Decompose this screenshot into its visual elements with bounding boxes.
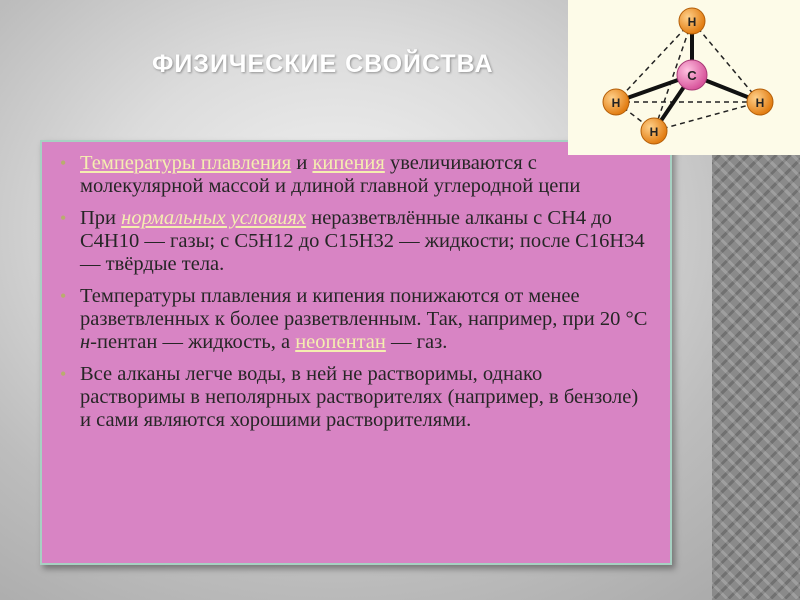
bullet-1-text1: и — [291, 152, 313, 174]
methane-molecule-svg — [568, 0, 800, 155]
link-melting-temperature[interactable]: Температуры плавления — [80, 152, 292, 174]
bullet-2-text2: неразветвлённые алканы с CH4 до C4H10 — газы; с C5H12 до C15H32 — жидкости; после C16H34 — твёрдые тела. — [80, 207, 645, 275]
slide-title: ФИЗИЧЕСКИЕ СВОЙСТВА — [152, 50, 494, 78]
link-normal-conditions[interactable]: нормальных условиях — [121, 207, 307, 229]
atom-h-label: H — [611, 96, 621, 110]
link-neopentane[interactable]: неопентан — [295, 331, 386, 353]
atom-h-label: H — [687, 15, 697, 29]
atom-h-front — [641, 118, 667, 144]
bullet-item-4 — [60, 363, 652, 432]
bullet-4-text1: Все алканы легче воды, в ней не растворимы, однако растворимы в неполярных растворителях (например, в бензоле) и сами являются хорошими растворителями. — [80, 363, 639, 431]
atom-h-label: H — [649, 125, 659, 139]
atom-c-label: C — [687, 68, 697, 83]
bullet-item-2 — [60, 207, 652, 276]
content-box — [40, 140, 672, 565]
atom-c-center — [677, 60, 707, 90]
atom-h-top — [679, 8, 705, 34]
bullet-3-text1: Температуры плавления и кипения понижаются от менее разветвленных к более разветвленным. Так, например, при 20 °C — [80, 285, 648, 330]
bullet-icon: • — [60, 208, 67, 228]
bullet-3-italic: н — [80, 331, 91, 353]
bullet-1-text2: увеличиваются с молекулярной массой и длиной главной углеродной цепи — [80, 152, 581, 197]
bullet-icon: • — [60, 286, 67, 306]
bullet-list — [60, 152, 652, 432]
bullet-3-text2: -пентан — жидкость, а — [90, 331, 296, 353]
atom-h-right — [747, 89, 773, 115]
bullet-icon: • — [60, 364, 67, 384]
methane-molecule-image — [568, 0, 800, 155]
link-boiling[interactable]: кипения — [312, 152, 385, 174]
atom-h-label: H — [755, 96, 765, 110]
bullet-2-text1: При — [80, 207, 122, 229]
bullet-icon: • — [60, 153, 67, 173]
bullet-item-3 — [60, 285, 652, 354]
bullet-item-1 — [60, 152, 652, 198]
atom-h-left — [603, 89, 629, 115]
bullet-3-text3: — газ. — [385, 331, 448, 353]
